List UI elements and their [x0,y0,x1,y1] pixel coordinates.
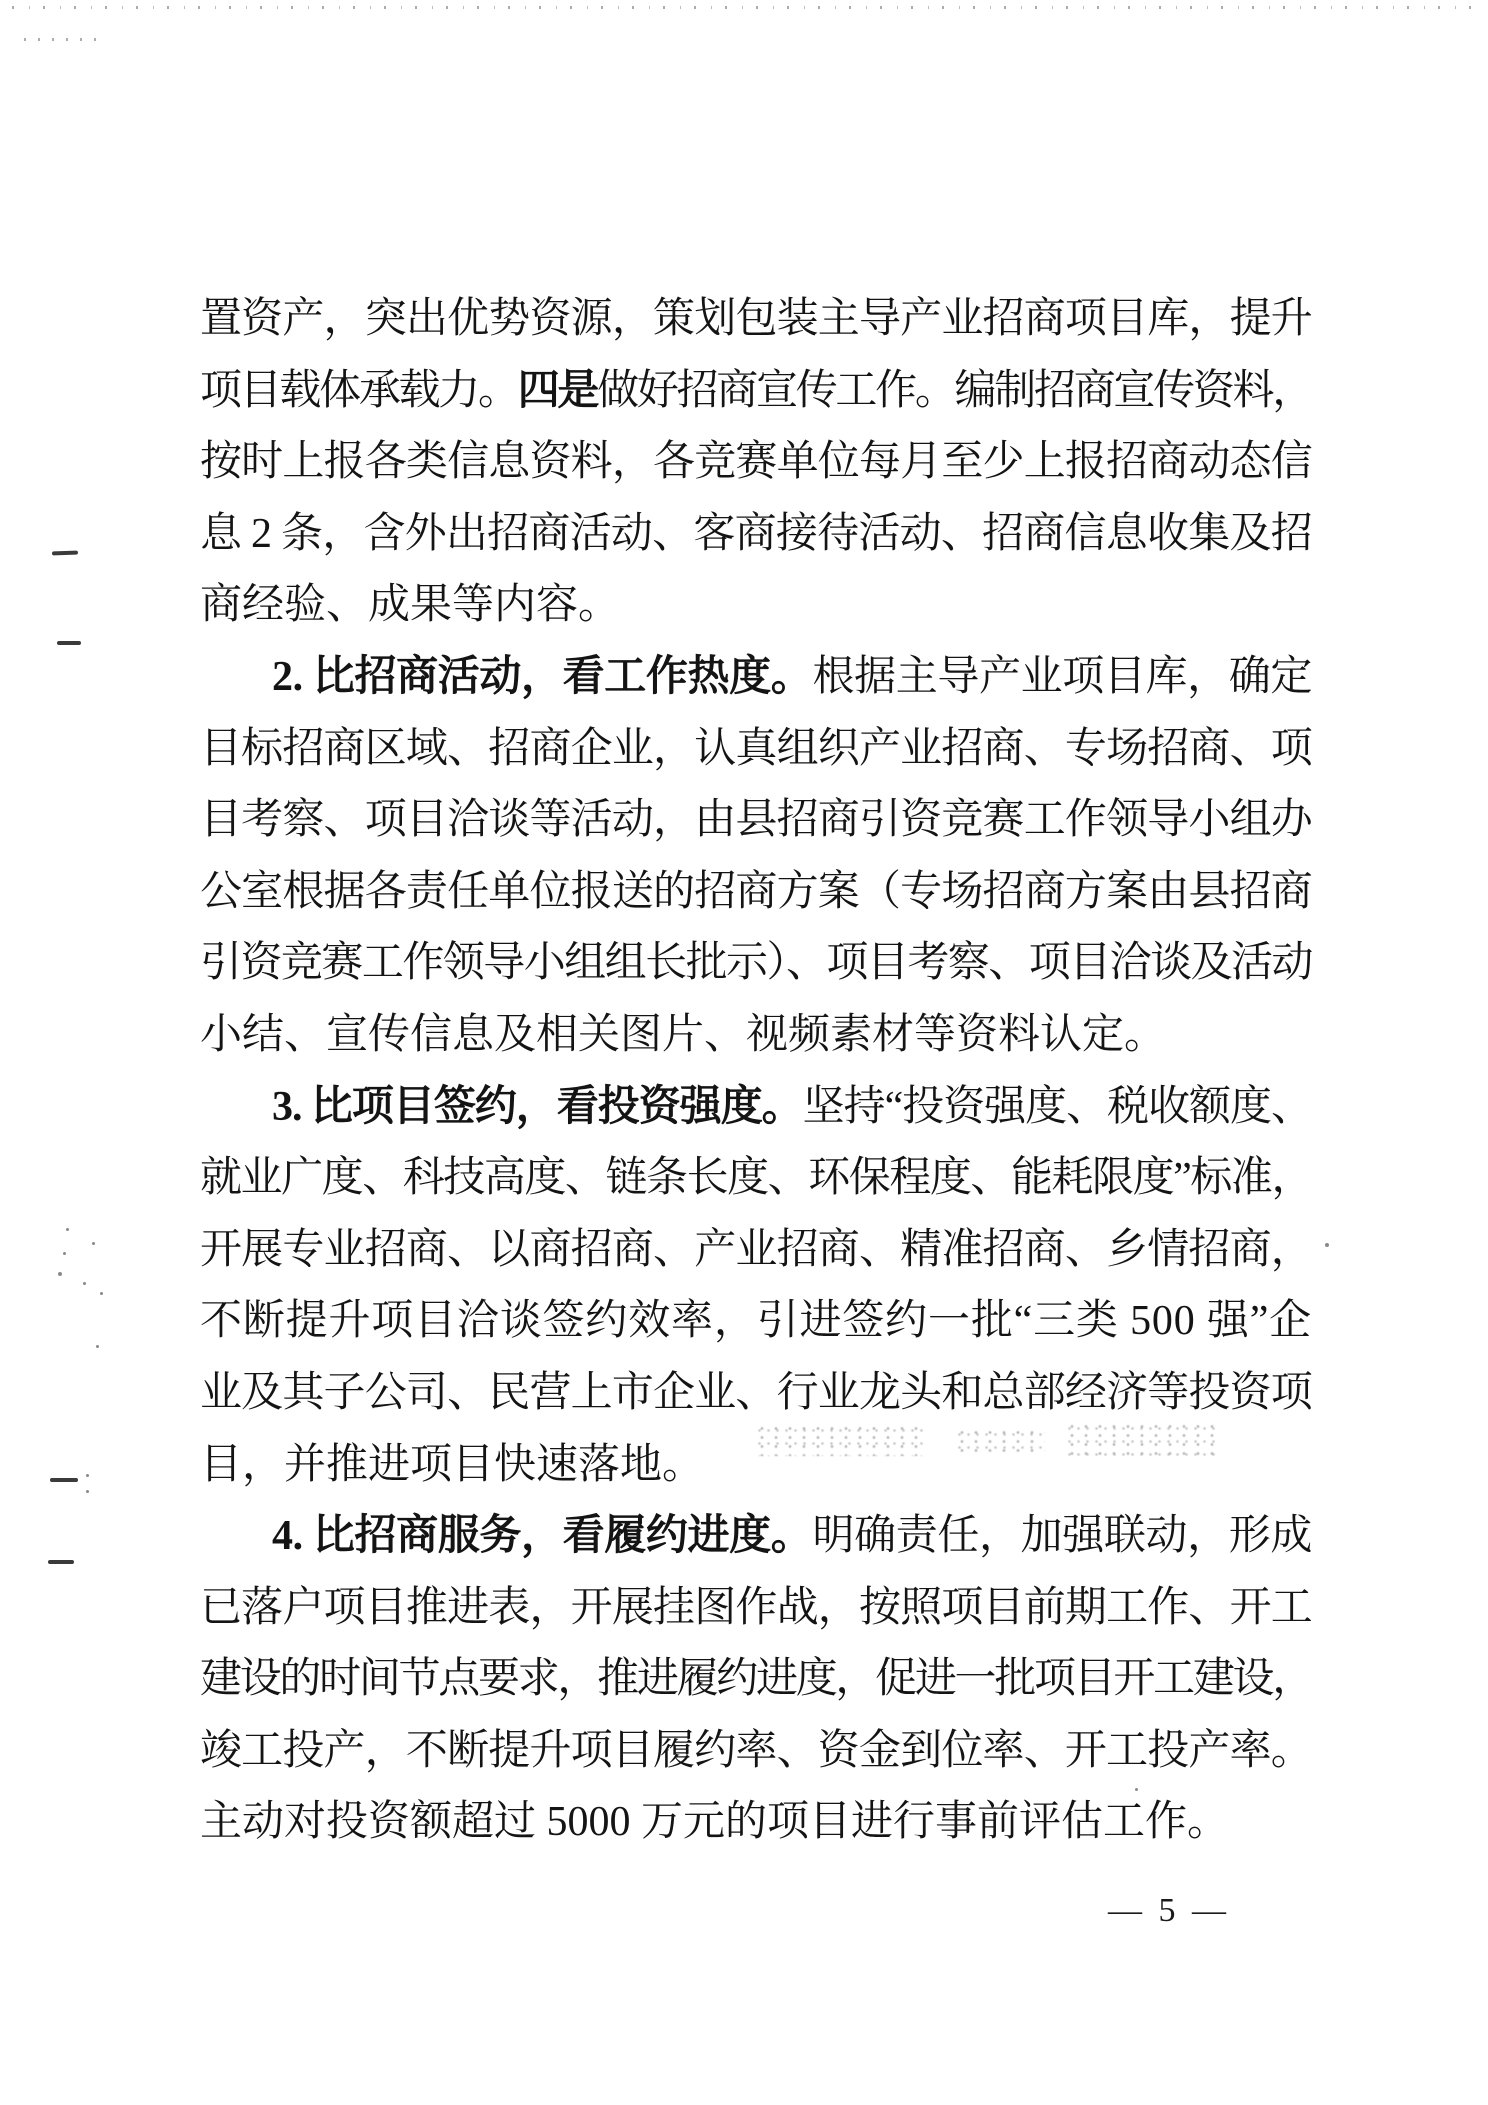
text-segment: 置资产，突出优势资源，策划包装主导产业招商项目库，提升 [200,296,1312,342]
scan-artifact [63,1252,66,1255]
document-body [200,284,1312,1859]
bold-heading-segment: 3. 比项目签约，看投资强度。 [272,1083,803,1130]
text-line-content [200,1358,1312,1430]
scan-artifact [83,1282,86,1285]
text-segment: 小结、宣传信息及相关图片、视频素材等资料认定。 [200,1011,1167,1058]
scan-artifact [58,1272,62,1276]
text-line [200,1000,1312,1072]
text-line-content [200,857,1312,929]
text-line-content [200,1573,1312,1645]
text-segment: 目，并推进项目快速落地。 [200,1441,705,1488]
text-segment: 做好招商宣传工作。编制招商宣传资料， [597,367,1312,414]
bold-heading-segment: 2. 比招商活动，看工作热度。 [272,653,813,700]
scan-artifact [86,1490,89,1493]
text-line-content [272,1072,1312,1144]
scan-artifact [66,1228,69,1231]
text-line [200,714,1312,786]
scan-artifact [1325,1243,1329,1247]
text-line-content [272,1501,1312,1573]
text-line [200,1501,1312,1573]
text-line [200,427,1312,499]
text-line [200,1573,1312,1645]
page-number: — 5 — [1108,1892,1230,1929]
scan-artifact [50,1478,78,1482]
text-line-content [200,570,620,642]
text-line-content [200,1000,1166,1072]
scan-artifact [100,1292,103,1295]
text-line [200,928,1312,1000]
text-segment: 按时上报各类信息资料，各竞赛单位每月至少上报招商动态信 [200,439,1312,486]
scan-artifact [52,551,78,556]
text-segment: 主动对投资额超过 5000 万元的项目进行事前评估工作。 [200,1799,1230,1846]
text-line-content [200,356,1312,428]
text-line [200,499,1312,571]
text-line-content [200,1215,1312,1287]
text-line [200,1787,1312,1859]
text-segment: 公室根据各责任单位报送的招商方案（专场招商方案由县招商 [200,868,1312,915]
text-line [200,642,1312,714]
text-segment: 业及其子公司、民营上市企业、行业龙头和总部经济等投资项 [200,1369,1312,1416]
text-line-content [200,928,1312,1000]
bold-heading-segment: 4. 比招商服务，看履约进度。 [272,1513,813,1560]
text-line-content [200,427,1312,499]
text-line-content [200,499,1312,571]
text-segment: 根据主导产业项目库，确定 [812,653,1312,700]
text-line [200,284,1312,356]
text-line [200,1430,1312,1502]
text-line [200,857,1312,929]
text-segment: 建设的时间节点要求，推进履约进度，促进一批项目开工建设， [200,1656,1312,1703]
text-line [200,1358,1312,1430]
bold-heading-segment: 四是 [517,367,598,414]
text-line-content [200,284,1312,356]
text-line-content [200,1430,704,1502]
scan-artifact [92,1242,95,1245]
text-segment: 息 2 条，含外出招商活动、客商接待活动、招商信息收集及招 [200,510,1312,557]
text-segment: 坚持“投资强度、税收额度、 [802,1083,1312,1130]
text-segment: 竣工投产，不断提升项目履约率、资金到位率、开工投产率。 [200,1727,1312,1774]
text-line [200,356,1312,428]
text-line [200,1072,1312,1144]
scan-noise-top-edge [12,6,1474,9]
text-segment: 商经验、成果等内容。 [200,582,621,629]
text-line-content [200,714,1312,786]
text-segment: 已落户项目推进表，开展挂图作战，按照项目前期工作、开工 [200,1584,1312,1631]
text-segment: 开展专业招商、以商招商、产业招商、精准招商、乡情招商， [200,1226,1312,1273]
text-segment: 不断提升项目洽谈签约效率，引进签约一批“三类 500 强”企 [200,1298,1312,1345]
text-line-content [200,1286,1312,1358]
text-line [200,1286,1312,1358]
text-line-content [200,1716,1312,1788]
text-segment: 明确责任，加强联动，形成 [812,1513,1312,1560]
text-line [200,1215,1312,1287]
text-segment: 就业广度、科技高度、链条长度、环保程度、能耗限度”标准， [200,1155,1312,1202]
text-line-content [200,1143,1312,1215]
text-line-content [200,1787,1229,1859]
text-segment: 目考察、项目洽谈等活动，由县招商引资竞赛工作领导小组办 [200,797,1312,844]
scan-artifact [86,1474,89,1477]
text-line-content [200,785,1312,857]
text-line [200,785,1312,857]
scan-noise-top-left [24,38,102,41]
text-line [200,1716,1312,1788]
text-line [200,570,1312,642]
text-segment: 目标招商区域、招商企业，认真组织产业招商、专场招商、项 [200,725,1312,772]
text-line-content [272,642,1312,714]
text-line [200,1143,1312,1215]
scan-artifact [57,641,81,645]
text-segment: 引资竞赛工作领导小组组长批示）、项目考察、项目洽谈及活动 [200,940,1312,987]
text-line [200,1644,1312,1716]
scan-artifact [48,1560,74,1564]
scan-artifact [96,1345,99,1348]
text-line-content [200,1644,1312,1716]
text-segment: 项目载体承载力。 [200,367,518,414]
